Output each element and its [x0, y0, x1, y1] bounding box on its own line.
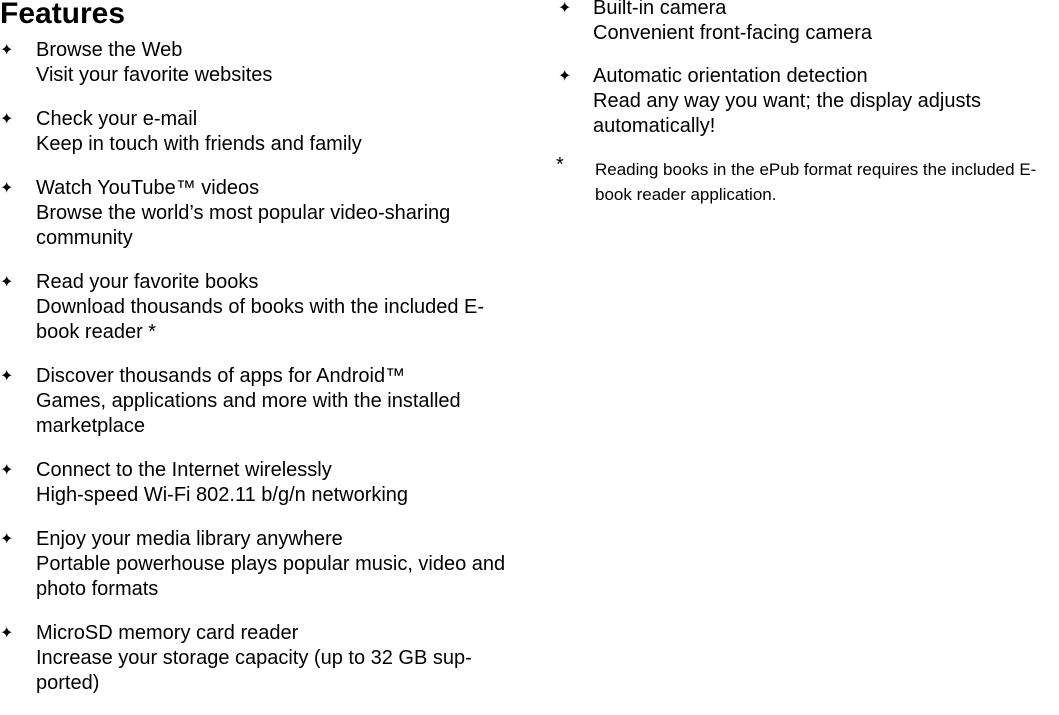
- feature-item: [0, 621, 540, 696]
- footnote-text: Reading books in the ePub format requires the included E-book reader application.: [595, 160, 1037, 204]
- footnote-mark: *: [556, 154, 564, 176]
- feature-title: Enjoy your media library anywhere: [36, 528, 343, 550]
- feature-item: [0, 364, 540, 439]
- features-left-column: [0, 38, 540, 715]
- feature-title: Discover thousands of apps for Android™: [36, 365, 406, 387]
- feature-description: Portable powerhouse plays popular music, video and photo formats: [36, 553, 506, 600]
- feature-description: Browse the world’s most popular video-sharing community: [36, 202, 451, 249]
- page-title: Features: [0, 0, 126, 30]
- feature-item: [0, 527, 540, 602]
- footnote: [555, 154, 1059, 207]
- feature-title: Built-in camera: [593, 0, 727, 19]
- feature-item: [0, 107, 540, 157]
- feature-title: Watch YouTube™ videos: [36, 177, 260, 199]
- star-bullet-icon: ✦: [0, 531, 14, 548]
- feature-title: Browse the Web: [36, 39, 183, 61]
- feature-description: Convenient front-facing camera: [593, 22, 873, 44]
- feature-description: High-speed Wi-Fi 802.11 b/g/n networking: [36, 484, 409, 506]
- star-bullet-icon: ✦: [0, 180, 14, 197]
- star-bullet-icon: ✦: [0, 625, 14, 642]
- feature-item: [0, 458, 540, 508]
- star-bullet-icon: ✦: [0, 462, 14, 479]
- feature-title: MicroSD memory card reader: [36, 622, 299, 644]
- feature-item: [0, 38, 540, 88]
- star-bullet-icon: ✦: [0, 111, 14, 128]
- feature-description: Read any way you want; the display adjusts automatically!: [593, 90, 981, 137]
- features-right-column: [555, 0, 1059, 207]
- feature-title: Read your favorite books: [36, 271, 259, 293]
- star-bullet-icon: ✦: [0, 274, 14, 291]
- star-bullet-icon: ✦: [558, 0, 572, 17]
- feature-description: Download thousands of books with the included E-book reader *: [36, 296, 485, 343]
- star-bullet-icon: ✦: [558, 68, 572, 85]
- feature-title: Check your e-mail: [36, 108, 198, 130]
- feature-description: Games, applications and more with the installed marketplace: [36, 390, 461, 437]
- feature-description: Visit your favorite websites: [36, 64, 273, 86]
- feature-title: Automatic orientation detection: [593, 65, 868, 87]
- feature-description: Keep in touch with friends and family: [36, 133, 362, 155]
- feature-description: Increase your storage capacity (up to 32 GB sup-ported): [36, 647, 472, 694]
- feature-item: [0, 176, 540, 251]
- star-bullet-icon: ✦: [0, 42, 14, 59]
- feature-title: Connect to the Internet wirelessly: [36, 459, 332, 481]
- feature-item: [0, 270, 540, 345]
- feature-item: [555, 64, 1059, 139]
- feature-item: [555, 0, 1059, 46]
- star-bullet-icon: ✦: [0, 368, 14, 385]
